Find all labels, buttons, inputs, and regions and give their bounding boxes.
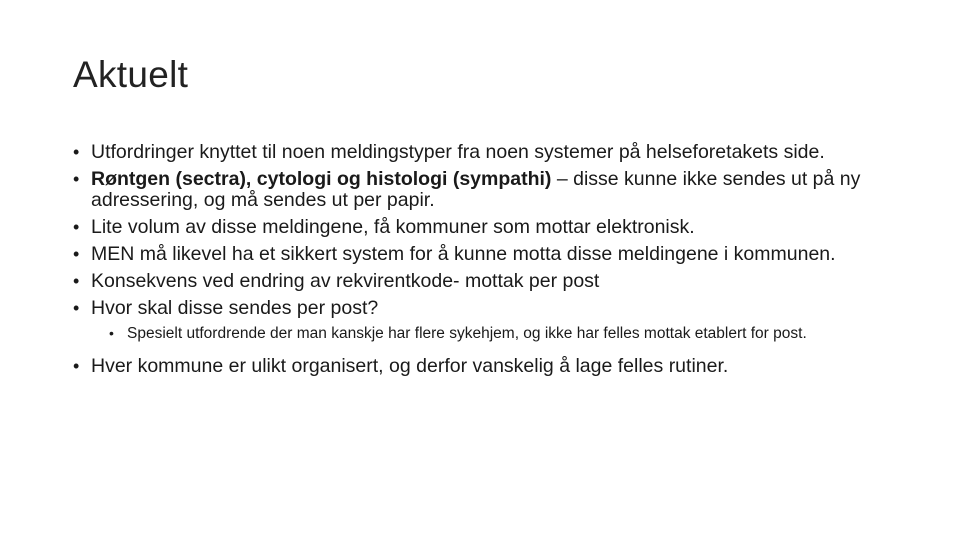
- bullet-dot: •: [73, 217, 80, 237]
- bullet-item: [73, 271, 893, 292]
- bullet-item: [73, 142, 893, 163]
- sub-bullet-item: [109, 325, 893, 342]
- bullet-text: Lite volum av disse meldingene, få kommuner som mottar elektronisk.: [91, 216, 695, 238]
- bullet-item: [73, 298, 893, 319]
- bullet-dot: •: [73, 271, 80, 291]
- bullet-text: – disse kunne ikke sendes ut på ny adressering, og må sendes ut per papir.: [91, 168, 861, 211]
- bullet-text: Konsekvens ved endring av rekvirentkode- mottak per post: [91, 270, 600, 292]
- bullet-dot: •: [73, 356, 80, 376]
- bullet-item: [73, 169, 893, 211]
- bullet-dot: •: [73, 142, 80, 162]
- bullet-dot: •: [73, 298, 80, 318]
- slide-title: Aktuelt: [73, 54, 189, 95]
- bullet-bold-text: Røntgen (sectra), cytologi og histologi (sympathi): [91, 168, 552, 190]
- sub-bullet-text: Spesielt utfordrende der man kanskje har flere sykehjem, og ikke har felles mottak etablert for post.: [127, 325, 807, 342]
- sub-bullet-dot: •: [109, 325, 114, 341]
- bullet-list: [73, 142, 893, 383]
- bullet-dot: •: [73, 244, 80, 264]
- bullet-text: MEN må likevel ha et sikkert system for å kunne motta disse meldingene i kommunen.: [91, 243, 836, 265]
- bullet-item: [73, 356, 893, 377]
- bullet-item: [73, 217, 893, 238]
- bullet-dot: •: [73, 169, 80, 189]
- bullet-text: Utfordringer knyttet til noen meldingstyper fra noen systemer på helseforetakets side.: [91, 141, 825, 163]
- bullet-item: [73, 244, 893, 265]
- bullet-text: Hver kommune er ulikt organisert, og derfor vanskelig å lage felles rutiner.: [91, 355, 729, 377]
- bullet-text: Hvor skal disse sendes per post?: [91, 297, 379, 319]
- sub-bullet-list: [109, 325, 893, 342]
